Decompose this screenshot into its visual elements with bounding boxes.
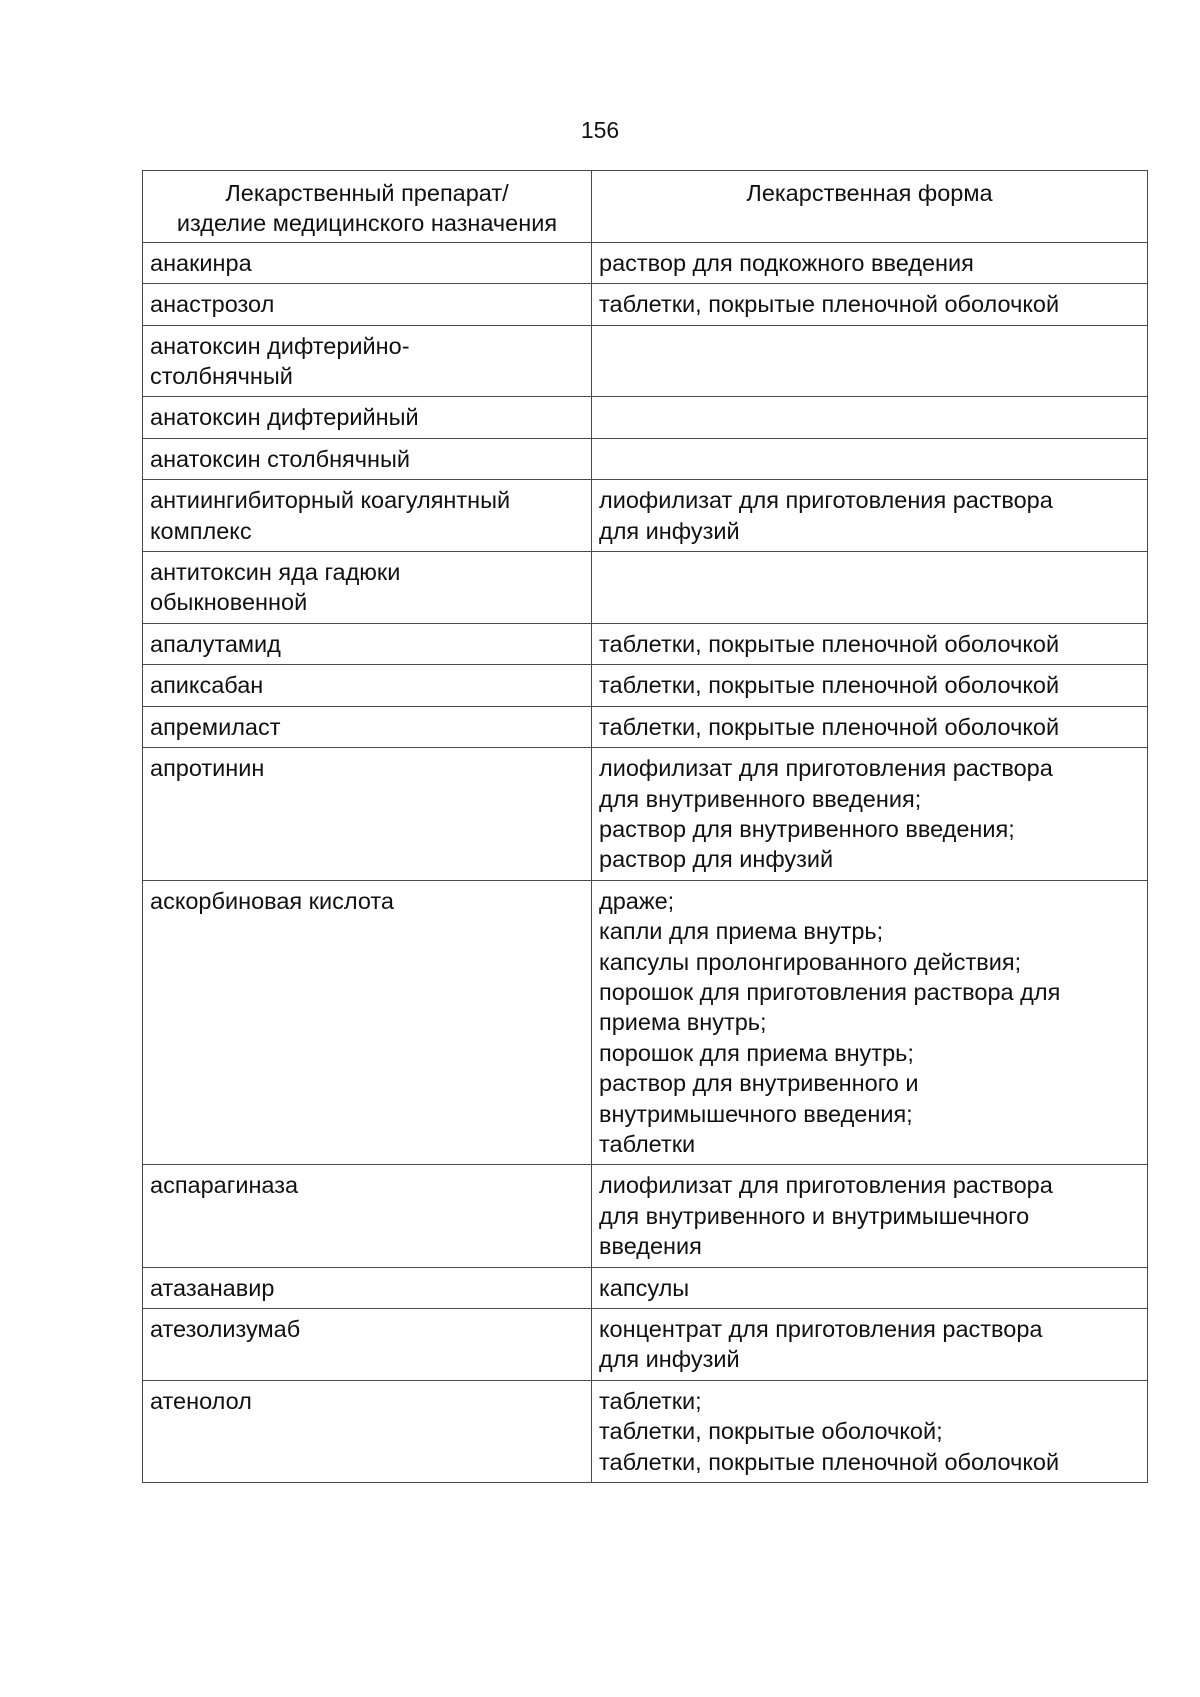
header-drug-name bbox=[143, 171, 592, 243]
table-row bbox=[143, 552, 1148, 624]
drug-name-line: анатоксин столбнячный bbox=[150, 445, 411, 472]
dosage-form-cell bbox=[592, 623, 1148, 664]
drug-name-line: обыкновенной bbox=[150, 589, 308, 616]
table-row bbox=[143, 1267, 1148, 1308]
dosage-form-line: таблетки, покрытые пленочной оболочкой bbox=[599, 1448, 1060, 1475]
drug-name-line: аспарагиназа bbox=[150, 1172, 299, 1199]
drug-name-line: атезолизумаб bbox=[150, 1316, 301, 1342]
drug-name-line: анатоксин дифтерийно- bbox=[150, 332, 410, 359]
dosage-form-line: внутримышечного введения; bbox=[599, 1100, 913, 1127]
dosage-form-cell bbox=[592, 480, 1148, 552]
drug-name-cell bbox=[143, 706, 592, 747]
drug-name-cell bbox=[143, 1267, 592, 1308]
drug-name-cell bbox=[143, 552, 592, 624]
drug-name-cell bbox=[143, 1380, 592, 1482]
dosage-form-cell bbox=[592, 1380, 1148, 1482]
dosage-form-line: порошок для приема внутрь; bbox=[599, 1039, 914, 1066]
page-number: 156 bbox=[580, 117, 620, 143]
dosage-form-line: раствор для инфузий bbox=[599, 846, 834, 873]
dosage-form-line: таблетки, покрытые пленочной оболочкой bbox=[599, 672, 1060, 699]
dosage-form-cell bbox=[592, 880, 1148, 1165]
drug-name-line: апротинин bbox=[150, 755, 265, 782]
dosage-form-cell bbox=[592, 242, 1148, 283]
dosage-form-line: драже; bbox=[599, 887, 675, 914]
dosage-form-line: порошок для приготовления раствора для bbox=[599, 978, 1061, 1005]
drug-name-line: анатоксин дифтерийный bbox=[150, 404, 419, 431]
table-row bbox=[143, 623, 1148, 664]
dosage-form-line: для внутривенного и внутримышечного bbox=[599, 1202, 1030, 1229]
dosage-form-line: лиофилизат для приготовления раствора bbox=[599, 487, 1053, 514]
drug-name-cell bbox=[143, 242, 592, 283]
dosage-form-line: таблетки, покрытые оболочкой; bbox=[599, 1418, 943, 1445]
table-row bbox=[143, 706, 1148, 747]
drug-name-cell bbox=[143, 880, 592, 1165]
drug-name-line: атенолол bbox=[150, 1387, 252, 1414]
drug-name-cell bbox=[143, 325, 592, 397]
drug-name-line: анакинра bbox=[150, 249, 252, 276]
header-drug-name-line: изделие медицинского назначения bbox=[176, 210, 558, 237]
drug-name-cell bbox=[143, 665, 592, 706]
drug-name-line: анастрозол bbox=[150, 291, 275, 318]
table-row bbox=[143, 748, 1148, 881]
drug-name-line: антиингибиторный коагулянтный bbox=[150, 487, 511, 514]
dosage-form-line: таблетки bbox=[599, 1130, 696, 1157]
dosage-form-cell bbox=[592, 284, 1148, 325]
table-row bbox=[143, 480, 1148, 552]
table-row bbox=[143, 1309, 1148, 1381]
drug-name-line: апремиласт bbox=[150, 713, 281, 740]
drug-name-cell bbox=[143, 284, 592, 325]
drug-name-cell bbox=[143, 438, 592, 479]
drug-name-cell bbox=[143, 623, 592, 664]
dosage-form-cell bbox=[592, 1309, 1148, 1381]
drug-name-line: комплекс bbox=[150, 517, 252, 544]
table-row bbox=[143, 438, 1148, 479]
dosage-form-line: раствор для подкожного введения bbox=[599, 249, 974, 276]
table-row bbox=[143, 242, 1148, 283]
dosage-form-line: таблетки; bbox=[599, 1387, 702, 1414]
dosage-form-line: лиофилизат для приготовления раствора bbox=[599, 1172, 1053, 1199]
header-dosage-form bbox=[592, 171, 1148, 243]
dosage-form-line: капсулы пролонгированного действия; bbox=[599, 948, 1022, 975]
dosage-form-cell bbox=[592, 438, 1148, 479]
dosage-form-line: таблетки, покрытые пленочной оболочкой bbox=[599, 630, 1060, 657]
dosage-form-cell bbox=[592, 397, 1148, 438]
drug-name-cell bbox=[143, 1165, 592, 1267]
drug-name-line: антитоксин яда гадюки bbox=[150, 559, 401, 586]
drug-name-cell bbox=[143, 480, 592, 552]
drug-name-line: аскорбиновая кислота bbox=[150, 887, 394, 914]
dosage-form-line: раствор для внутривенного и bbox=[599, 1070, 919, 1097]
table-row bbox=[143, 665, 1148, 706]
dosage-form-cell bbox=[592, 552, 1148, 624]
dosage-form-line: для внутривенного введения; bbox=[599, 785, 922, 812]
header-drug-name-line: Лекарственный препарат/ bbox=[225, 180, 509, 206]
dosage-form-line: таблетки, покрытые пленочной оболочкой bbox=[599, 713, 1060, 740]
dosage-form-line: раствор для внутривенного введения; bbox=[599, 815, 1015, 842]
dosage-form-cell bbox=[592, 665, 1148, 706]
table-row bbox=[143, 1165, 1148, 1267]
dosage-form-line: концентрат для приготовления раствора bbox=[599, 1316, 1043, 1342]
table-row bbox=[143, 325, 1148, 397]
drug-name-line: апиксабан bbox=[150, 672, 264, 699]
dosage-form-cell bbox=[592, 706, 1148, 747]
dosage-form-cell bbox=[592, 325, 1148, 397]
dosage-form-line: капли для приема внутрь; bbox=[599, 918, 884, 945]
dosage-form-line: капсулы bbox=[599, 1274, 690, 1301]
table-row bbox=[143, 284, 1148, 325]
dosage-form-line: таблетки, покрытые пленочной оболочкой bbox=[599, 291, 1060, 318]
table-row bbox=[143, 880, 1148, 1165]
dosage-form-cell bbox=[592, 748, 1148, 881]
dosage-form-cell bbox=[592, 1165, 1148, 1267]
drug-name-cell bbox=[143, 397, 592, 438]
header-dosage-form-line: Лекарственная форма bbox=[746, 180, 993, 206]
dosage-form-line: приема внутрь; bbox=[599, 1009, 767, 1036]
drug-name-line: столбнячный bbox=[150, 363, 293, 390]
table-row bbox=[143, 397, 1148, 438]
table-row bbox=[143, 1380, 1148, 1482]
dosage-form-line: введения bbox=[599, 1233, 702, 1260]
table-header-row bbox=[143, 171, 1148, 243]
drug-name-line: апалутамид bbox=[150, 630, 281, 657]
drug-name-cell bbox=[143, 748, 592, 881]
dosage-form-cell bbox=[592, 1267, 1148, 1308]
dosage-form-line: для инфузий bbox=[599, 1346, 740, 1373]
drug-table bbox=[142, 170, 1148, 1483]
table-body bbox=[143, 242, 1148, 1482]
dosage-form-line: лиофилизат для приготовления раствора bbox=[599, 755, 1053, 782]
dosage-form-line: для инфузий bbox=[599, 517, 740, 544]
drug-name-cell bbox=[143, 1309, 592, 1381]
drug-name-line: атазанавир bbox=[150, 1274, 275, 1301]
